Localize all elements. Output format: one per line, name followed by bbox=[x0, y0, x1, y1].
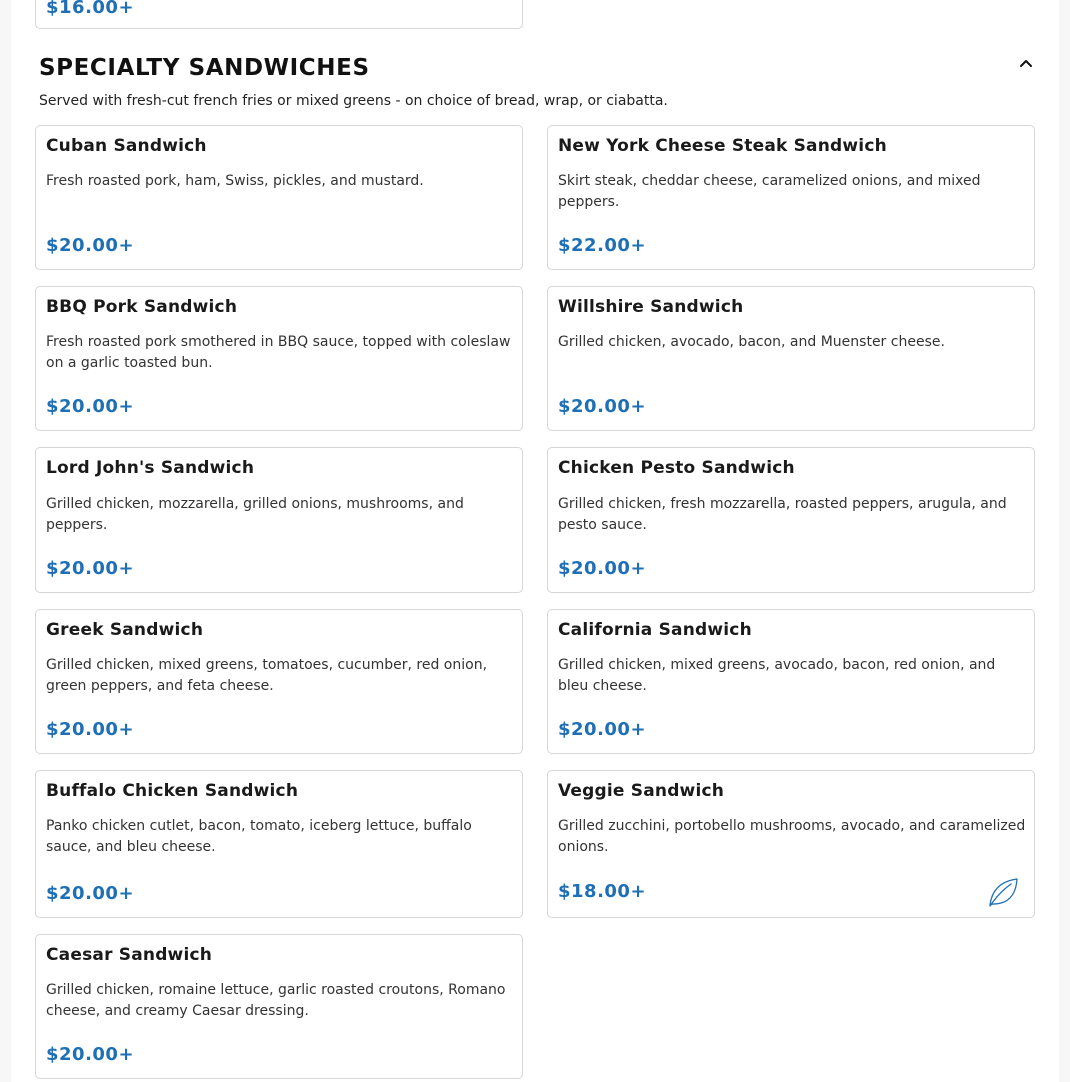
item-price: $20.00+ bbox=[558, 719, 647, 740]
item-name: Chicken Pesto Sandwich bbox=[558, 458, 795, 478]
section-subtitle: Served with fresh-cut french fries or mixed greens - on choice of bread, wrap, or ciabatta. bbox=[39, 93, 668, 109]
chevron-up-icon bbox=[1019, 58, 1033, 68]
menu-item-card[interactable] bbox=[35, 447, 523, 593]
item-price: $18.00+ bbox=[558, 881, 647, 902]
item-name: Cuban Sandwich bbox=[46, 136, 207, 156]
menu-item-card[interactable] bbox=[35, 286, 523, 431]
leaf-icon bbox=[986, 875, 1020, 909]
item-price: $20.00+ bbox=[46, 883, 135, 904]
collapse-section-button[interactable] bbox=[1015, 52, 1037, 74]
section-title: SPECIALTY SANDWICHES bbox=[39, 55, 370, 81]
item-price: $22.00+ bbox=[558, 235, 647, 256]
menu-item-card[interactable] bbox=[35, 125, 523, 270]
menu-item-card[interactable] bbox=[35, 934, 523, 1079]
item-price: $20.00+ bbox=[558, 396, 647, 417]
item-description: Grilled chicken, romaine lettuce, garlic roasted croutons, Romano cheese, and creamy Caesar dressing. bbox=[46, 982, 506, 1019]
item-price: $20.00+ bbox=[558, 558, 647, 579]
menu-item-card[interactable] bbox=[547, 447, 1035, 593]
item-price: $16.00+ bbox=[46, 0, 135, 18]
item-description: Grilled chicken, mixed greens, tomatoes, cucumber, red onion, green peppers, and feta cheese. bbox=[46, 657, 488, 694]
item-description: Panko chicken cutlet, bacon, tomato, iceberg lettuce, buffalo sauce, and bleu cheese. bbox=[46, 818, 472, 855]
item-name: BBQ Pork Sandwich bbox=[46, 297, 238, 317]
item-price: $20.00+ bbox=[46, 558, 135, 579]
item-name: Willshire Sandwich bbox=[558, 297, 744, 317]
menu-item-card[interactable] bbox=[547, 770, 1035, 918]
item-name: Caesar Sandwich bbox=[46, 945, 213, 965]
menu-item-card[interactable] bbox=[547, 125, 1035, 270]
menu-item-card[interactable] bbox=[35, 609, 523, 754]
item-name: Greek Sandwich bbox=[46, 620, 204, 640]
item-price: $20.00+ bbox=[46, 1044, 135, 1065]
item-description: Grilled chicken, fresh mozzarella, roasted peppers, arugula, and pesto sauce. bbox=[558, 496, 1007, 533]
item-name: Lord John's Sandwich bbox=[46, 458, 255, 478]
item-name: Veggie Sandwich bbox=[558, 781, 725, 801]
menu-item-card[interactable] bbox=[547, 609, 1035, 754]
item-description: Grilled chicken, avocado, bacon, and Muenster cheese. bbox=[558, 334, 945, 350]
item-price: $20.00+ bbox=[46, 396, 135, 417]
item-description: Fresh roasted pork smothered in BBQ sauce, topped with coleslaw on a garlic toasted bun. bbox=[46, 334, 511, 371]
item-description: Fresh roasted pork, ham, Swiss, pickles, and mustard. bbox=[46, 173, 424, 189]
menu-page bbox=[11, 0, 1059, 1082]
item-price: $20.00+ bbox=[46, 235, 135, 256]
menu-item-card[interactable] bbox=[547, 286, 1035, 431]
item-description: Grilled zucchini, portobello mushrooms, avocado, and caramelized onions. bbox=[558, 818, 1026, 855]
item-name: California Sandwich bbox=[558, 620, 752, 640]
item-name: Buffalo Chicken Sandwich bbox=[46, 781, 299, 801]
item-description: Grilled chicken, mozzarella, grilled onions, mushrooms, and peppers. bbox=[46, 496, 464, 533]
menu-item-card[interactable] bbox=[35, 770, 523, 918]
item-description: Skirt steak, cheddar cheese, caramelized onions, and mixed peppers. bbox=[558, 173, 981, 210]
item-price: $20.00+ bbox=[46, 719, 135, 740]
item-description: Grilled chicken, mixed greens, avocado, bacon, red onion, and bleu cheese. bbox=[558, 657, 996, 694]
item-name: New York Cheese Steak Sandwich bbox=[558, 136, 887, 156]
menu-item-card-previous[interactable] bbox=[35, 0, 523, 29]
